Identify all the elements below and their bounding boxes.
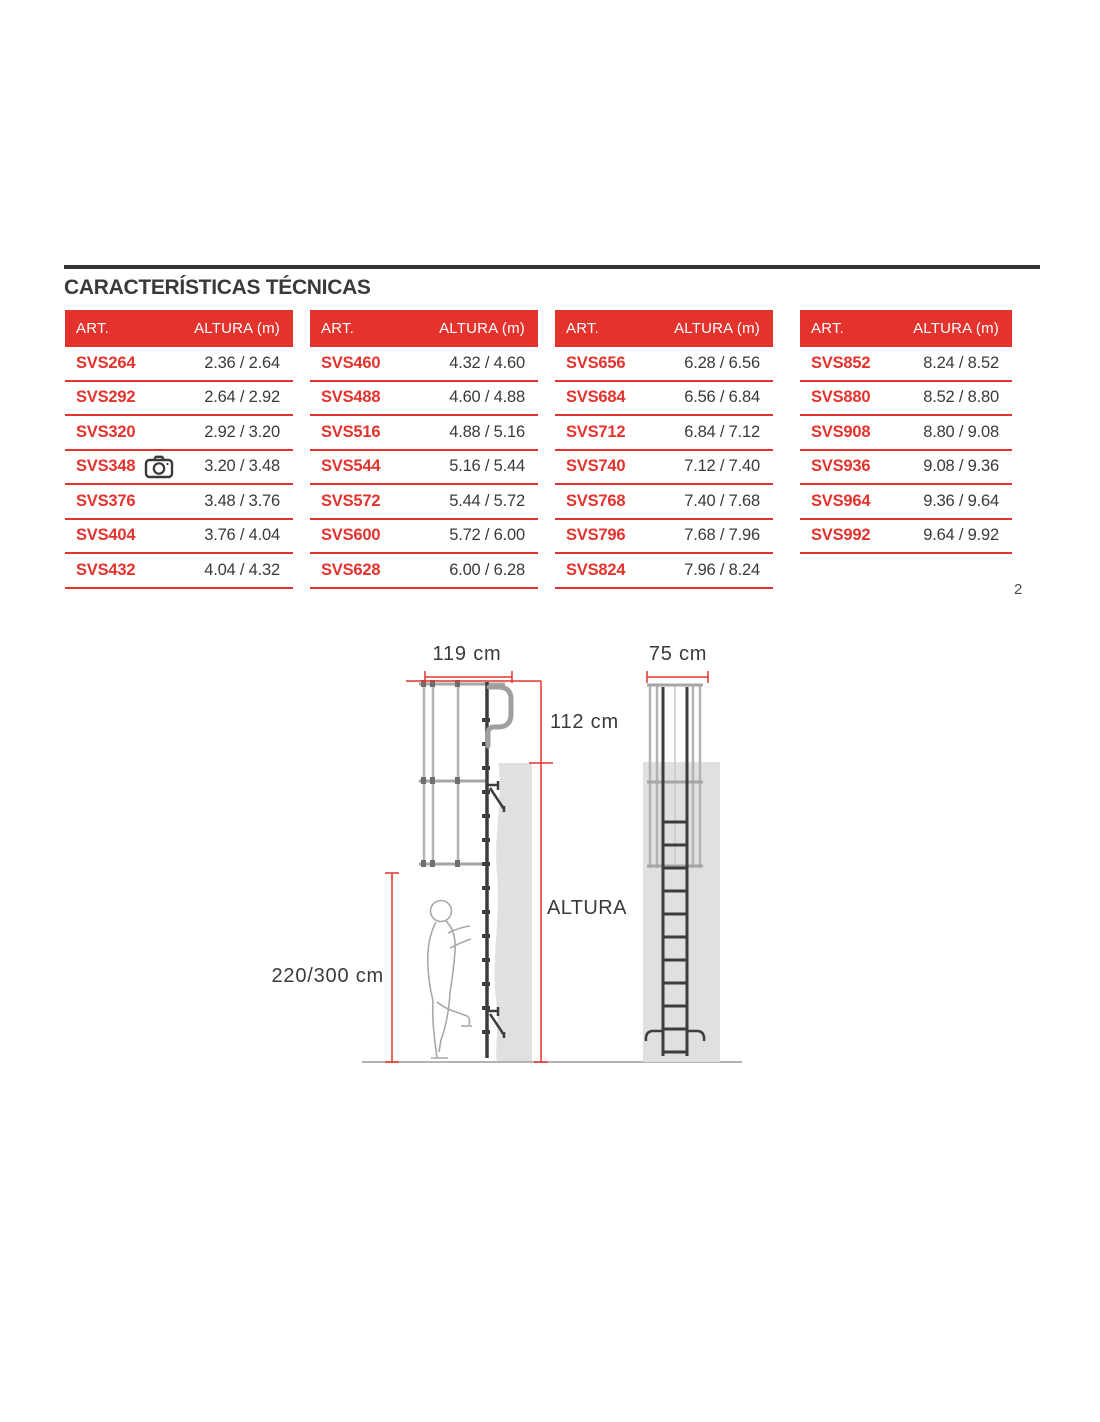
spec-table [310,310,538,589]
column-header-art: ART. [566,320,600,337]
altura-value: 6.28 / 6.56 [684,353,760,372]
table-row [65,347,293,382]
article-code: SVS404 [76,526,136,545]
table-row [800,347,1012,382]
altura-value: 4.04 / 4.32 [204,560,280,579]
dimension-label-side-width: 119 cm [432,643,502,665]
wall-shade [643,762,720,1062]
table-header [310,310,538,347]
article-code: SVS684 [566,388,626,407]
article-code: SVS292 [76,388,136,407]
altura-value: 7.68 / 7.96 [684,526,760,545]
safety-cage-hoops [647,685,703,866]
article-code: SVS824 [566,560,626,579]
table-row [555,554,773,589]
altura-value: 6.00 / 6.28 [449,560,525,579]
altura-value: 5.16 / 5.44 [449,457,525,476]
camera-icon [144,455,174,479]
article-code: SVS880 [811,388,871,407]
page-number-fragment: 2 [1014,581,1023,598]
article-code: SVS768 [566,491,626,510]
article-code: SVS656 [566,353,626,372]
column-header-altura: ALTURA (m) [913,320,999,337]
table-row [310,347,538,382]
article-code: SVS628 [321,560,381,579]
article-code: SVS320 [76,422,136,441]
dimension-label-exit-height: 112 cm [550,711,619,733]
dimension-line-119 [425,671,512,683]
article-code: SVS964 [811,491,871,510]
altura-value: 3.76 / 4.04 [204,526,280,545]
table-row [800,416,1012,451]
table-row [555,520,773,555]
ladder-feet [646,1031,704,1041]
table-row [555,451,773,486]
table-body [65,347,293,589]
section-divider-rule [64,265,1040,269]
table-row [65,554,293,589]
altura-value: 7.40 / 7.68 [684,491,760,510]
table-body [555,347,773,589]
table-body [310,347,538,589]
altura-value: 5.44 / 5.72 [449,491,525,510]
table-row [800,382,1012,417]
article-code: SVS348 [76,457,136,476]
altura-value: 3.48 / 3.76 [204,491,280,510]
altura-value: 6.56 / 6.84 [684,388,760,407]
table-row [800,485,1012,520]
safety-cage-hoops [419,684,505,864]
dimension-line-220-300 [385,873,399,1062]
table-row [310,451,538,486]
article-code: SVS460 [321,353,381,372]
column-header-altura: ALTURA (m) [439,320,525,337]
table-row [800,520,1012,555]
column-header-art: ART. [811,320,845,337]
article-code: SVS936 [811,457,871,476]
altura-value: 9.64 / 9.92 [923,526,999,545]
altura-value: 7.12 / 7.40 [684,457,760,476]
table-row [555,382,773,417]
camera-slot [144,455,174,479]
spec-table [555,310,773,589]
ladder-rungs [663,822,687,1052]
table-row [310,520,538,555]
safety-cage-bars [650,686,700,868]
column-header-art: ART. [76,320,110,337]
article-code: SVS908 [811,422,871,441]
table-row [65,485,293,520]
dimension-lines [385,671,708,1062]
article-code: SVS488 [321,388,381,407]
altura-value: 8.24 / 8.52 [923,353,999,372]
dimension-label-altura: ALTURA [547,897,627,919]
altura-value: 6.84 / 7.12 [684,422,760,441]
climber-figure [428,901,472,1059]
table-row [65,451,293,486]
table-row [310,485,538,520]
article-code: SVS600 [321,526,381,545]
dimension-line-75 [647,671,708,683]
table-row [310,554,538,589]
table-header [65,310,293,347]
ladder-rails [663,687,687,1056]
table-row [555,347,773,382]
altura-value: 7.96 / 8.24 [684,560,760,579]
article-code: SVS264 [76,353,136,372]
altura-value: 4.32 / 4.60 [449,353,525,372]
article-code: SVS572 [321,491,381,510]
column-header-altura: ALTURA (m) [674,320,760,337]
altura-value: 8.80 / 9.08 [923,422,999,441]
article-code: SVS376 [76,491,136,510]
front-view-drawing [643,685,720,1062]
table-header [555,310,773,347]
table-row [555,485,773,520]
table-body [800,347,1012,554]
article-code: SVS516 [321,422,381,441]
table-row [65,382,293,417]
altura-value: 2.64 / 2.92 [204,388,280,407]
table-row [800,451,1012,486]
safety-cage-bars [424,684,458,866]
spec-table [65,310,293,589]
article-code: SVS992 [811,526,871,545]
article-code: SVS852 [811,353,871,372]
altura-value: 4.60 / 4.88 [449,388,525,407]
spec-table [800,310,1012,554]
dimension-label-front-width: 75 cm [648,643,708,665]
altura-value: 8.52 / 8.80 [923,388,999,407]
table-row [555,416,773,451]
table-row [65,520,293,555]
table-row [65,416,293,451]
article-code: SVS796 [566,526,626,545]
altura-value: 4.88 / 5.16 [449,422,525,441]
article-code: SVS432 [76,560,136,579]
dimension-label-min-max-height: 220/300 cm [271,965,384,987]
wall-brackets [487,781,504,1038]
column-header-altura: ALTURA (m) [194,320,280,337]
altura-value: 9.36 / 9.64 [923,491,999,510]
exit-handrail [488,687,511,746]
article-code: SVS740 [566,457,626,476]
dimension-line-altura [406,681,553,1062]
page-title: CARACTERÍSTICAS TÉCNICAS [64,276,371,299]
article-code: SVS544 [321,457,381,476]
table-row [310,416,538,451]
article-code: SVS712 [566,422,626,441]
altura-value: 9.08 / 9.36 [923,457,999,476]
altura-value: 2.92 / 3.20 [204,422,280,441]
altura-value: 2.36 / 2.64 [204,353,280,372]
table-header [800,310,1012,347]
altura-value: 3.20 / 3.48 [204,457,280,476]
cage-joints [421,680,460,867]
column-header-art: ART. [321,320,355,337]
table-row [310,382,538,417]
wall-shade [495,763,532,1062]
altura-value: 5.72 / 6.00 [449,526,525,545]
side-view-drawing [362,680,742,1062]
rung-nubs [482,718,490,1034]
